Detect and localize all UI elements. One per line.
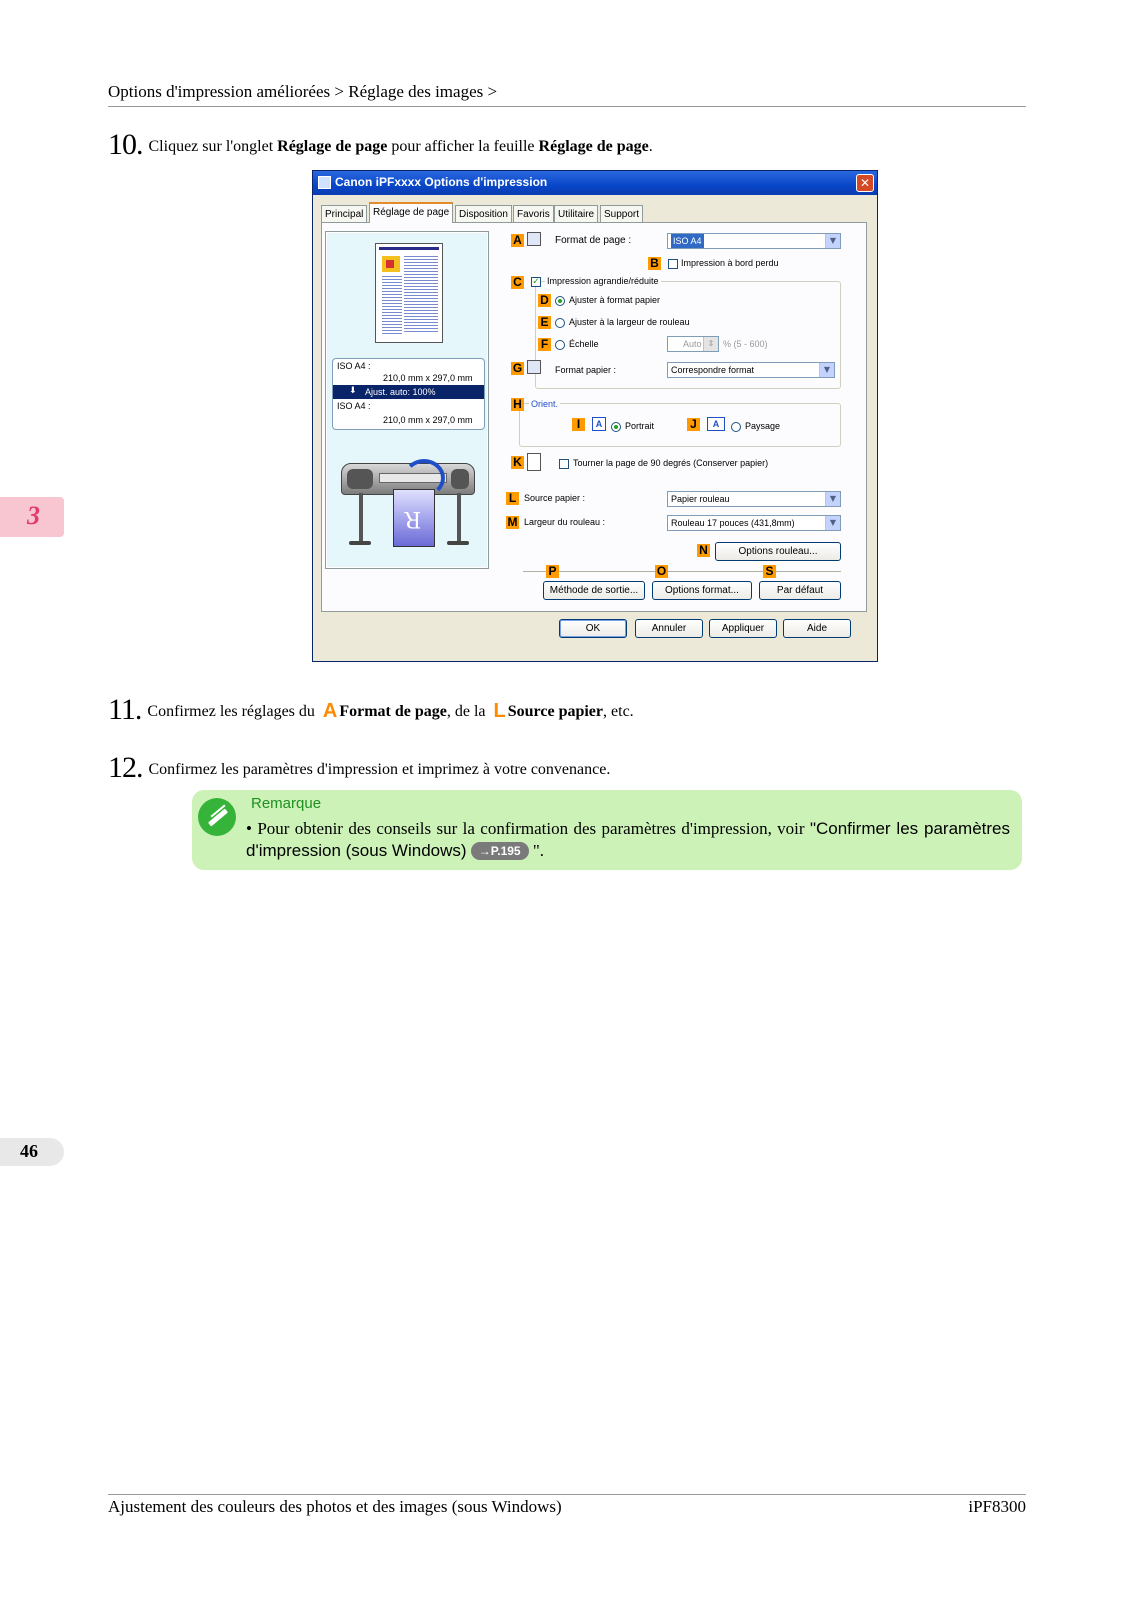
step-text: , de la <box>446 703 490 720</box>
portrait-icon: A <box>592 417 606 431</box>
step-bold-paper-source: Source papier <box>507 703 604 720</box>
tab-support[interactable]: Support <box>600 205 643 222</box>
page-size-value: ISO A4 <box>673 236 702 246</box>
chapter-number: 3 <box>27 501 40 530</box>
step-text: Confirmez les paramètres d'impression et imprimez à votre convenance. <box>148 761 611 778</box>
scale-input[interactable] <box>667 336 719 352</box>
marker-k: K <box>511 456 524 469</box>
adjust-row <box>333 385 484 399</box>
orientation-letter: R <box>404 506 422 531</box>
portrait-radio[interactable] <box>611 422 621 432</box>
marker-a-glyph: A <box>322 700 338 722</box>
footer-title: Ajustement des couleurs des photos et des images (sous Windows) <box>108 1497 562 1516</box>
tab-utility[interactable]: Utilitaire <box>554 205 598 222</box>
paper-format-value: Correspondre format <box>671 365 755 375</box>
paper-format-label: Format papier : <box>555 365 617 375</box>
cancel-button[interactable]: Annuler <box>635 619 703 638</box>
marker-s: S <box>763 565 776 578</box>
roll-options-button[interactable]: Options rouleau... <box>715 542 841 561</box>
page-size-icon <box>527 232 541 246</box>
note-text: Pour obtenir des conseils sur la confirmation des paramètres d'impression, voir <box>257 819 810 838</box>
ok-button[interactable]: OK <box>559 619 627 638</box>
marker-m: M <box>507 515 518 529</box>
marker-a: A <box>511 234 524 247</box>
marker-b: B <box>648 257 661 270</box>
apply-button[interactable]: Appliquer <box>709 619 777 638</box>
scale-unit: % (5 - 600) <box>723 339 768 349</box>
marker-o: O <box>656 564 667 578</box>
step-bold-sheet: Réglage de page <box>538 138 649 155</box>
landscape-radio[interactable] <box>731 422 741 432</box>
step-text: . <box>648 138 653 155</box>
tab-page-setup[interactable]: Réglage de page <box>369 202 453 223</box>
close-button[interactable]: ✕ <box>856 174 874 192</box>
printer-illustration <box>339 445 475 549</box>
chevron-down-icon: ▼ <box>825 516 840 530</box>
step-text: pour afficher la feuille <box>387 138 539 155</box>
page-ref-badge[interactable]: →P.195 <box>471 842 529 860</box>
step-number: 12. <box>108 751 143 784</box>
printer-icon <box>318 176 331 189</box>
fit-roll-label: Ajuster à la largeur de rouleau <box>569 317 690 327</box>
orientation-label: Orient. <box>531 399 559 409</box>
output-size-value: 210,0 mm x 297,0 mm <box>383 415 473 425</box>
dialog-titlebar <box>313 171 877 195</box>
page-number-tab <box>0 1138 64 1166</box>
enlarge-checkbox[interactable]: ✓ <box>532 277 540 287</box>
landscape-icon: A <box>707 417 725 431</box>
paper-format-select[interactable] <box>667 362 835 378</box>
tab-principal[interactable]: Principal <box>321 205 367 222</box>
chapter-tab <box>0 497 64 537</box>
footer-model: iPF8300 <box>968 1497 1026 1516</box>
chevron-down-icon: ▼ <box>825 492 840 506</box>
separator <box>523 571 841 572</box>
breadcrumb: Options d'impression améliorées > Réglage des images > <box>108 82 498 101</box>
paper-source-value: Papier rouleau <box>671 494 730 504</box>
arrow-down-icon: ⬇ <box>349 386 357 396</box>
page-number: 46 <box>20 1141 38 1161</box>
step-text: Cliquez sur l'onglet <box>148 138 278 155</box>
print-options-dialog <box>312 170 878 662</box>
fit-paper-label: Ajuster à format papier <box>569 295 661 305</box>
scale-radio[interactable] <box>555 340 565 350</box>
rotate-page-icon <box>527 453 541 471</box>
tab-layout[interactable]: Disposition <box>455 205 512 222</box>
chevron-down-icon: ▼ <box>825 234 840 248</box>
orientation-group <box>519 403 841 447</box>
step-11 <box>108 693 634 727</box>
step-bold-page-size: Format de page <box>339 703 447 720</box>
marker-g: G <box>512 361 523 375</box>
step-number: 11. <box>108 693 142 726</box>
paper-source-select[interactable] <box>667 491 841 507</box>
marker-d: D <box>538 294 551 307</box>
note-title: Remarque <box>251 795 322 812</box>
paper-format-icon <box>527 360 541 374</box>
step-number: 10. <box>108 128 143 161</box>
chevron-down-icon: ▼ <box>819 363 834 377</box>
marker-h: H <box>511 398 524 411</box>
pencil-note-icon <box>198 798 236 836</box>
fit-paper-radio[interactable] <box>555 296 565 306</box>
borderless-checkbox[interactable] <box>668 259 678 269</box>
scale-label: Échelle <box>569 339 599 349</box>
note-body <box>246 818 1010 862</box>
input-size-value: 210,0 mm x 297,0 mm <box>383 373 473 383</box>
marker-n: N <box>697 544 710 557</box>
page-size-label: Format de page : <box>555 235 632 246</box>
portrait-label: Portrait <box>625 421 655 431</box>
marker-i: I <box>572 418 585 431</box>
scale-value: Auto <box>683 339 702 349</box>
dialog-title: Canon iPFxxxx Options d'impression <box>335 175 548 189</box>
tab-favorites[interactable]: Favoris <box>513 205 554 222</box>
landscape-label: Paysage <box>745 421 781 431</box>
page-preview <box>375 243 443 343</box>
borderless-label: Impression à bord perdu <box>681 258 779 268</box>
marker-f: F <box>538 338 551 351</box>
size-info-box <box>332 358 485 430</box>
footer-rule <box>108 1494 1026 1495</box>
preview-pane <box>325 231 489 569</box>
adjust-text: Ajust. auto: 100% <box>365 387 436 397</box>
fit-roll-radio[interactable] <box>555 318 565 328</box>
paper-source-label: Source papier : <box>524 493 586 503</box>
note-link[interactable]: "Confirmer les paramètres d'impression (sous Windows) <box>246 819 1010 860</box>
enlarge-label: Impression agrandie/réduite <box>547 276 659 286</box>
output-method-button[interactable]: Méthode de sortie... <box>543 581 645 600</box>
output-size-label: ISO A4 : <box>337 401 371 411</box>
page-size-select[interactable] <box>667 233 841 249</box>
rotate-checkbox[interactable] <box>559 459 569 469</box>
step-text: , etc. <box>603 703 634 720</box>
format-options-button[interactable]: Options format... <box>652 581 752 600</box>
marker-l-glyph: L <box>493 700 506 722</box>
step-bold-tab: Réglage de page <box>277 138 388 155</box>
note-text-end: ". <box>532 841 545 860</box>
default-button[interactable]: Par défaut <box>759 581 841 600</box>
step-text: Confirmez les réglages du <box>147 703 319 720</box>
roll-width-select[interactable] <box>667 515 841 531</box>
spinner-icon: ⇕ <box>703 337 718 351</box>
bullet: • <box>246 819 252 838</box>
marker-e: E <box>538 316 551 329</box>
input-size-label: ISO A4 : <box>337 361 371 371</box>
header-rule <box>108 106 1026 107</box>
marker-l: L <box>506 492 519 505</box>
help-button[interactable]: Aide <box>783 619 851 638</box>
roll-width-value: Rouleau 17 pouces (431,8mm) <box>671 518 795 528</box>
roll-width-label: Largeur du rouleau : <box>524 517 606 527</box>
marker-j: J <box>687 418 700 431</box>
marker-c: C <box>511 276 524 289</box>
step-12 <box>108 751 610 785</box>
step-10 <box>108 128 653 162</box>
preview-background <box>327 233 487 567</box>
rotate-label: Tourner la page de 90 degrés (Conserver papier) <box>573 458 769 468</box>
marker-p: P <box>546 565 559 578</box>
